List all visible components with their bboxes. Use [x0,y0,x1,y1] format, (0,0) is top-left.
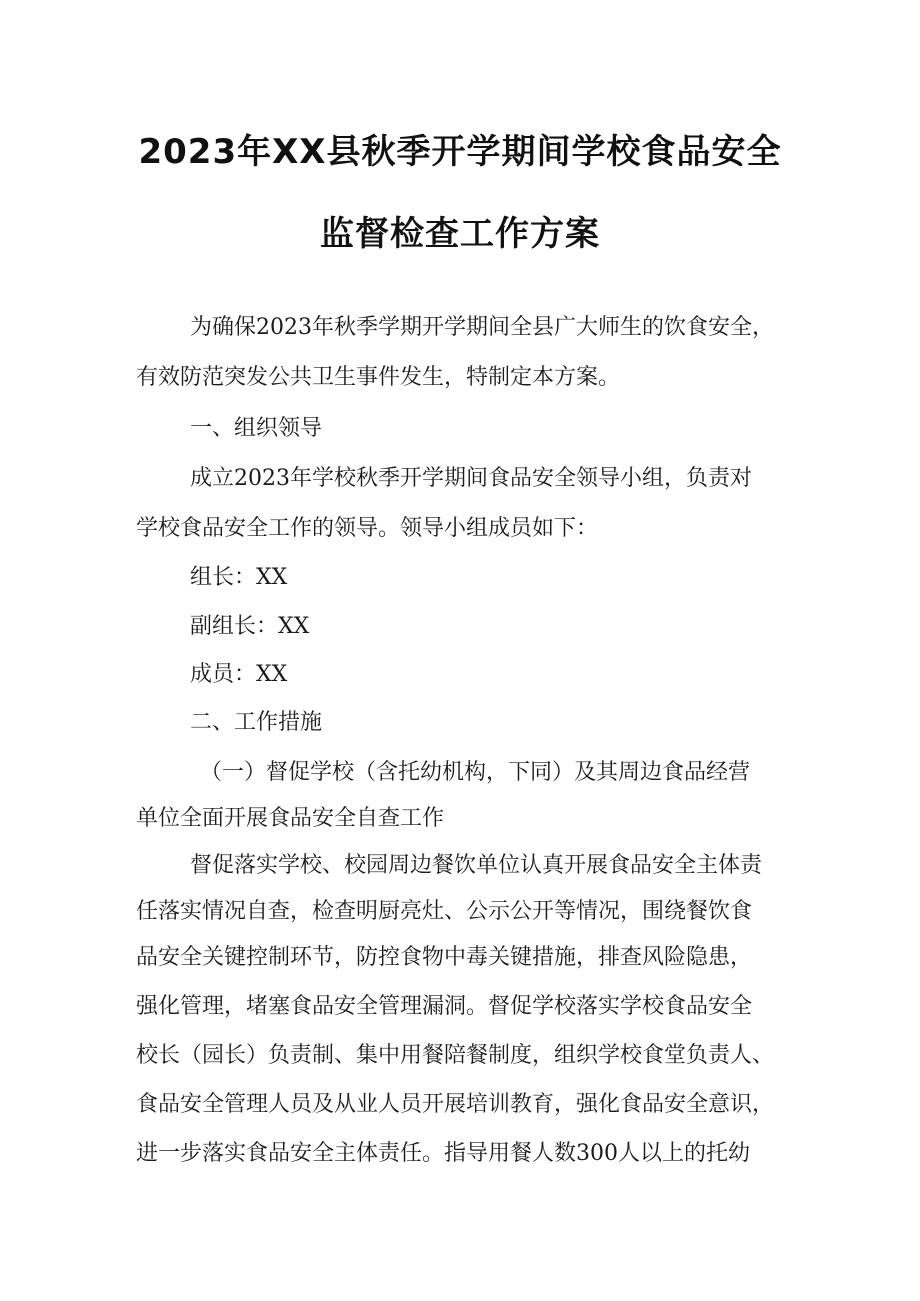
organization-paragraph-line-1: 成立2023年学校秋季开学期间食品安全领导小组，负责对 [190,466,752,491]
subsection-heading-line-2: 单位全面开展食品安全自查工作 [136,806,445,831]
intro-paragraph-line-2: 有效防范突发公共卫生事件发生，特制定本方案。 [136,365,621,390]
member-members: 成员：XX [190,662,288,687]
measures-paragraph-line-4: 强化管理，堵塞食品安全管理漏洞。督促学校落实学校食品安全 [136,994,753,1019]
section-heading-organization: 一、组织领导 [190,416,323,441]
measures-paragraph-line-3: 品安全关键控制环节，防控食物中毒关键措施，排查风险隐患， [136,945,753,970]
document-title-line-2: 监督检查工作方案 [320,214,600,254]
member-deputy-leader: 副组长：XX [190,614,310,639]
document-title-line-1: 2023年XX县秋季开学期间学校食品安全 [138,132,782,172]
measures-paragraph-line-1: 督促落实学校、校园周边餐饮单位认真开展食品安全主体责 [190,853,763,878]
measures-paragraph-line-5: 校长（园长）负责制、集中用餐陪餐制度，组织学校食堂负责人、 [136,1043,775,1068]
intro-paragraph-line-1: 为确保2023年秋季学期开学期间全县广大师生的饮食安全， [190,315,774,340]
measures-paragraph-line-6: 食品安全管理人员及从业人员开展培训教育，强化食品安全意识， [136,1092,775,1117]
organization-paragraph-line-2: 学校食品安全工作的领导。领导小组成员如下： [136,516,599,541]
measures-paragraph-line-2: 任落实情况自查，检查明厨亮灶、公示公开等情况，围绕餐饮食 [136,899,753,924]
subsection-heading-line-1: （一）督促学校（含托幼机构，下同）及其周边食品经营 [200,760,751,785]
member-leader: 组长：XX [190,565,288,590]
section-heading-measures: 二、工作措施 [190,710,323,735]
measures-paragraph-line-7: 进一步落实食品安全主体责任。指导用餐人数300人以上的托幼 [136,1141,750,1166]
